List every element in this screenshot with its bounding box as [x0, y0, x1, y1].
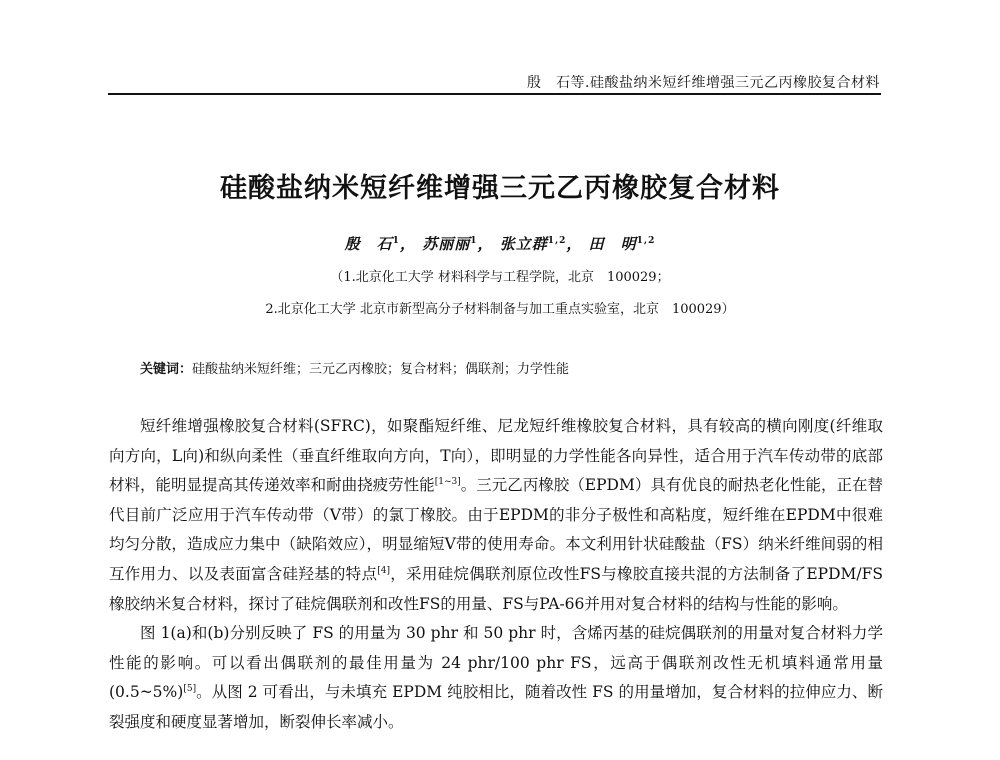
text-run: ，采用硅烷偶联剂原位改性FS与橡胶直接共混的方法制备了EPDM/FS橡胶纳米复合材料，探讨了硅烷偶联剂和改性FS的用量、FS与PA-66并用对复合材料的结构与性能的影响。 — [109, 564, 883, 613]
author-name: 张立群 — [499, 235, 548, 253]
author-name: 苏丽丽 — [422, 235, 471, 253]
author-separator: ， — [477, 235, 494, 253]
affiliation-line-2: 2.北京化工大学 北京市新型高分子材料制备与加工重点实验室，北京 100029） — [265, 302, 735, 317]
author-affil-mark: 1,2 — [547, 236, 567, 246]
citation: [1~3] — [434, 477, 461, 488]
author-list — [0, 233, 1000, 254]
author-affil-mark: 1 — [392, 236, 400, 246]
text-run: 短纤维增强橡胶复合材料(SFRC)，如聚酯短纤维、尼龙短纤维橡胶复合材料，具有较高的横向刚度(纤维取向方向，L向)和纵向柔性（垂直纤维取向方向，T向），即明显的力学性能各向异性，适合用于汽车传动带的底部材料，能明显提高其传递效率和耐曲挠疲劳性能 — [109, 417, 883, 495]
text-run: 图 1(a)和(b)分别反映了 FS 的用量为 30 phr 和 50 phr 时，含烯丙基的硅烷偶联剂的用量对复合材料力学性能的影响。可以看出偶联剂的最佳用量为 24 phr/100 phr FS，远高于偶联剂改性无机填料通常用量(0.5~5%) — [109, 624, 883, 702]
citation: [5] — [183, 684, 197, 695]
citation: [4] — [377, 565, 390, 576]
keywords-label: 关键词： — [140, 362, 193, 377]
author-name: 殷 石 — [344, 235, 393, 253]
author-name: 田 明 — [588, 235, 637, 253]
paragraph-2 — [109, 619, 883, 737]
header-rule — [108, 93, 881, 95]
running-head: 殷 石等.硅酸盐纳米短纤维增强三元乙丙橡胶复合材料 — [527, 75, 880, 91]
keywords — [140, 358, 569, 377]
paper-title: 硅酸盐纳米短纤维增强三元乙丙橡胶复合材料 — [220, 173, 780, 204]
affiliation-line-1: （1.北京化工大学 材料科学与工程学院，北京 100029； — [330, 270, 670, 285]
body-text — [109, 412, 883, 738]
author-affil-mark: 1,2 — [636, 236, 656, 246]
paragraph-1 — [109, 412, 883, 619]
author-separator: ， — [566, 235, 583, 253]
author-separator: ， — [399, 235, 416, 253]
text-run: 。从图 2 可看出，与未填充 EPDM 纯胶相比，随着改性 FS 的用量增加，复合材料的拉伸应力、断裂强度和硬度显著增加，断裂伸长率减小。 — [109, 683, 883, 731]
author-affil-mark: 1 — [470, 236, 478, 246]
text-run: 。三元乙丙橡胶（EPDM）具有优良的耐热老化性能，正在替代目前广泛应用于汽车传动带（V带）的氯丁橡胶。由于EPDM的非分子极性和高粘度，短纤维在EPDM中很难均匀分散，造成应力集中（缺陷效应），明显缩短V带的使用寿命。本文利用针状硅酸盐（FS）纳米纤维间弱的相互作用力、以及表面富含硅羟基的特点 — [109, 476, 883, 583]
keywords-text: 硅酸盐纳米短纤维；三元乙丙橡胶；复合材料；偶联剂；力学性能 — [192, 362, 570, 377]
